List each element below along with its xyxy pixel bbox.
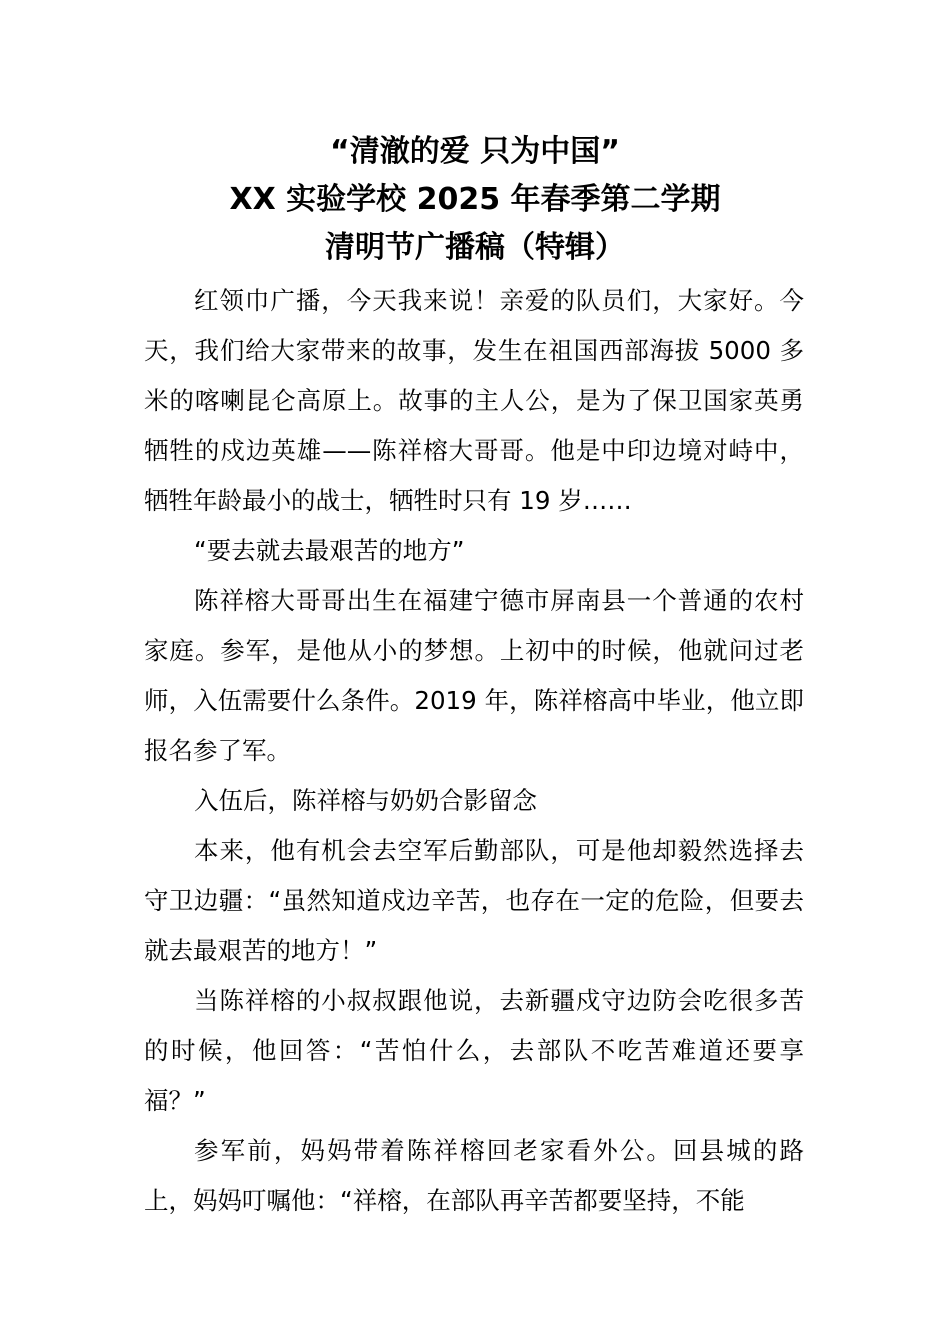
section-heading-hardest-place: “要去就去最艰苦的地方” bbox=[194, 536, 465, 565]
title-line-school: XX 实验学校 2025 年春季第二学期 bbox=[229, 182, 721, 217]
document-title bbox=[0, 128, 950, 272]
title-line-topic: 清明节广播稿（特辑） bbox=[325, 230, 625, 265]
paragraph-choice: 本来，他有机会去空军后勤部队，可是他却毅然选择去守卫边疆：“虽然知道戍边辛苦，也存在一定的危险，但要去就去最艰苦的地方！” bbox=[144, 836, 804, 965]
document-body bbox=[144, 276, 804, 1226]
photo-caption: 入伍后，陈祥榕与奶奶合影留念 bbox=[194, 786, 537, 815]
paragraph-mother: 参军前，妈妈带着陈祥榕回老家看外公。回县城的路上，妈妈叮嘱他：“祥榕，在部队再辛苦都要坚持，不能 bbox=[144, 1136, 804, 1215]
paragraph-background: 陈祥榕大哥哥出生在福建宁德市屏南县一个普通的农村家庭。参军，是他从小的梦想。上初中的时候，他就问过老师，入伍需要什么条件。2019 年，陈祥榕高中毕业，他立即报名参了军。 bbox=[144, 586, 804, 765]
title-line-slogan: “清澈的爱 只为中国” bbox=[330, 134, 620, 169]
paragraph-intro: 红领巾广播，今天我来说！亲爱的队员们，大家好。今天，我们给大家带来的故事，发生在祖国西部海拔 5000 多米的喀喇昆仑高原上。故事的主人公，是为了保卫国家英勇牺牲的戍边英雄——陈祥榕大哥哥。他是中印边境对峙中，牺牲年龄最小的战士，牺牲时只有 19 岁…… bbox=[144, 286, 804, 515]
paragraph-uncle: 当陈祥榕的小叔叔跟他说，去新疆戍守边防会吃很多苦的时候，他回答：“苦怕什么，去部队不吃苦难道还要享福？” bbox=[144, 986, 804, 1115]
